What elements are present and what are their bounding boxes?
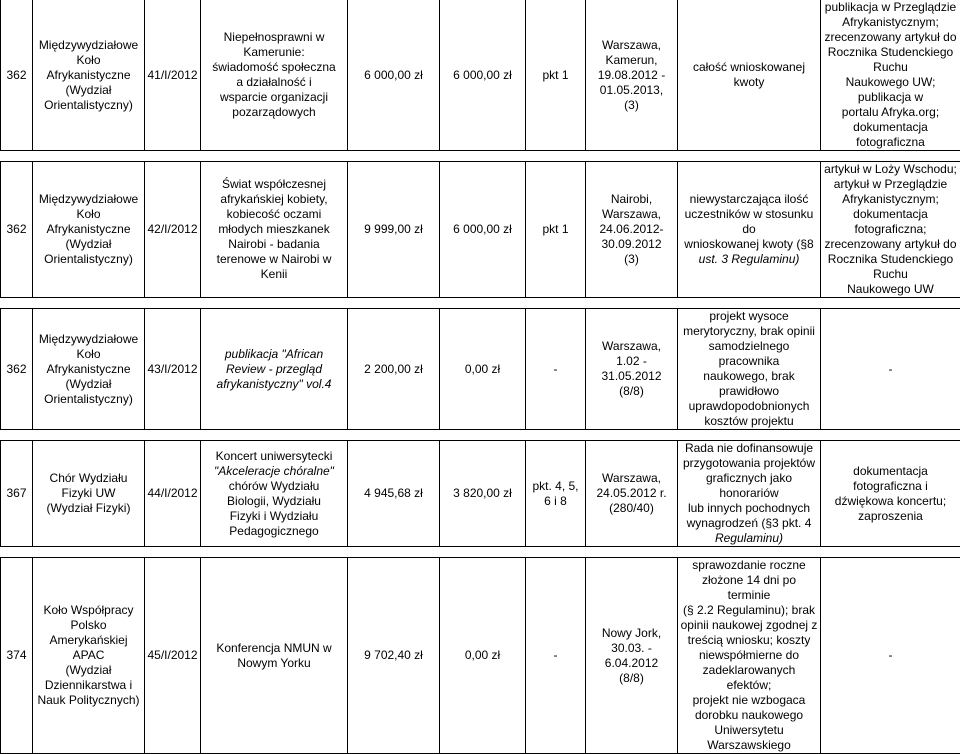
application-number-cell: 43/I/2012	[145, 309, 201, 430]
points-cell: -	[526, 309, 586, 430]
place-date-cell: Nairobi, Warszawa, 24.06.2012- 30.09.2012 (3)	[586, 162, 678, 298]
requested-amount-cell: 2 200,00 zł	[348, 309, 440, 430]
lp-cell: 367	[1, 441, 33, 547]
application-number-cell: 42/I/2012	[145, 162, 201, 298]
justification-cell: sprawozdanie roczne złożone 14 dni po terminie (§ 2.2 Regulaminu); brak opinii naukowej zgodnej z treścią wniosku; koszty niewspółmierne do zadeklarowanych efektów; projekt nie wzbogaca dorobku naukowego Uniwersytetu Warszawskiego	[678, 558, 821, 754]
table-row	[1, 441, 960, 547]
place-date-cell: Nowy Jork, 30.03. - 6.04.2012 (8/8)	[586, 558, 678, 754]
requested-amount-cell: 9 702,40 zł	[348, 558, 440, 754]
requested-amount-cell: 4 945,68 zł	[348, 441, 440, 547]
table-row	[1, 558, 960, 754]
project-title-cell: publikacja "African Review - przegląd afrykanistyczny" vol.4	[201, 309, 348, 430]
granted-amount-cell: 6 000,00 zł	[440, 162, 526, 298]
organization-cell: Międzywydziałowe Koło Afrykanistyczne (Wydział Orientalistyczny)	[33, 309, 145, 430]
granted-amount-cell: 6 000,00 zł	[440, 0, 526, 151]
table-row	[1, 309, 960, 430]
requested-amount-cell: 6 000,00 zł	[348, 0, 440, 151]
row-spacer	[1, 298, 960, 309]
place-date-cell: Warszawa, Kamerun, 19.08.2012 - 01.05.2013, (3)	[586, 0, 678, 151]
project-title-cell: Konferencja NMUN w Nowym Yorku	[201, 558, 348, 754]
report-cell: publikacja w Przeglądzie Afrykanistycznym; zrecenzowany artykuł do Rocznika Studenckiego Ruchu Naukowego UW; publikacja w portalu Afryka.org; dokumentacja fotograficzna	[821, 0, 960, 151]
place-date-cell: Warszawa, 24.05.2012 r. (280/40)	[586, 441, 678, 547]
requested-amount-cell: 9 999,00 zł	[348, 162, 440, 298]
points-cell: -	[526, 558, 586, 754]
table-row	[1, 0, 960, 151]
lp-cell: 362	[1, 162, 33, 298]
row-spacer	[1, 547, 960, 558]
justification-cell: projekt wysoce merytoryczny, brak opinii samodzielnego pracownika naukowego, brak prawidłowo uprawdopodobnionych kosztów projektu	[678, 309, 821, 430]
project-title-cell: Świat współczesnej afrykańskiej kobiety, kobiecość oczami młodych mieszkanek Nairobi - badania terenowe w Nairobi w Kenii	[201, 162, 348, 298]
place-date-cell: Warszawa, 1.02 - 31.05.2012 (8/8)	[586, 309, 678, 430]
points-cell: pkt. 4, 5, 6 i 8	[526, 441, 586, 547]
row-spacer	[1, 430, 960, 441]
report-cell: -	[821, 309, 960, 430]
report-cell: dokumentacja fotograficzna i dźwiękowa koncertu; zaproszenia	[821, 441, 960, 547]
justification-cell: całość wnioskowanej kwoty	[678, 0, 821, 151]
project-title-cell: Niepełnosprawni w Kamerunie: świadomość społeczna a działalność i wsparcie organizacji pozarządowych	[201, 0, 348, 151]
lp-cell: 362	[1, 0, 33, 151]
organization-cell: Międzywydziałowe Koło Afrykanistyczne (Wydział Orientalistyczny)	[33, 0, 145, 151]
organization-cell: Koło Współpracy Polsko Amerykańskiej APAC (Wydział Dziennikarstwa i Nauk Politycznych)	[33, 558, 145, 754]
granted-amount-cell: 0,00 zł	[440, 558, 526, 754]
application-number-cell: 44/I/2012	[145, 441, 201, 547]
lp-cell: 362	[1, 309, 33, 430]
organization-cell: Międzywydziałowe Koło Afrykanistyczne (Wydział Orientalistyczny)	[33, 162, 145, 298]
application-number-cell: 45/I/2012	[145, 558, 201, 754]
justification-cell: niewystarczająca ilość uczestników w stosunku do wnioskowanej kwoty (§8 ust. 3 Regulaminu)	[678, 162, 821, 298]
justification-cell: Rada nie dofinansowuje przygotowania projektów graficznych jako honorariów lub innych pochodnych wynagrodzeń (§3 pkt. 4 Regulaminu)	[678, 441, 821, 547]
organization-cell: Chór Wydziału Fizyki UW (Wydział Fizyki)	[33, 441, 145, 547]
report-cell: artykuł w Loży Wschodu; artykuł w Przeglądzie Afrykanistycznym; dokumentacja fotograficzna; zrecenzowany artykuł do Rocznika Studenckiego Ruchu Naukowego UW	[821, 162, 960, 298]
lp-cell: 374	[1, 558, 33, 754]
granted-amount-cell: 3 820,00 zł	[440, 441, 526, 547]
project-title-cell: Koncert uniwersytecki "Akceleracje chóralne" chórów Wydziału Biologii, Wydziału Fizyki i Wydziału Pedagogicznego	[201, 441, 348, 547]
report-cell: -	[821, 558, 960, 754]
row-spacer	[1, 151, 960, 162]
points-cell: pkt 1	[526, 162, 586, 298]
application-number-cell: 41/I/2012	[145, 0, 201, 151]
points-cell: pkt 1	[526, 0, 586, 151]
granted-amount-cell: 0,00 zł	[440, 309, 526, 430]
table-row	[1, 162, 960, 298]
